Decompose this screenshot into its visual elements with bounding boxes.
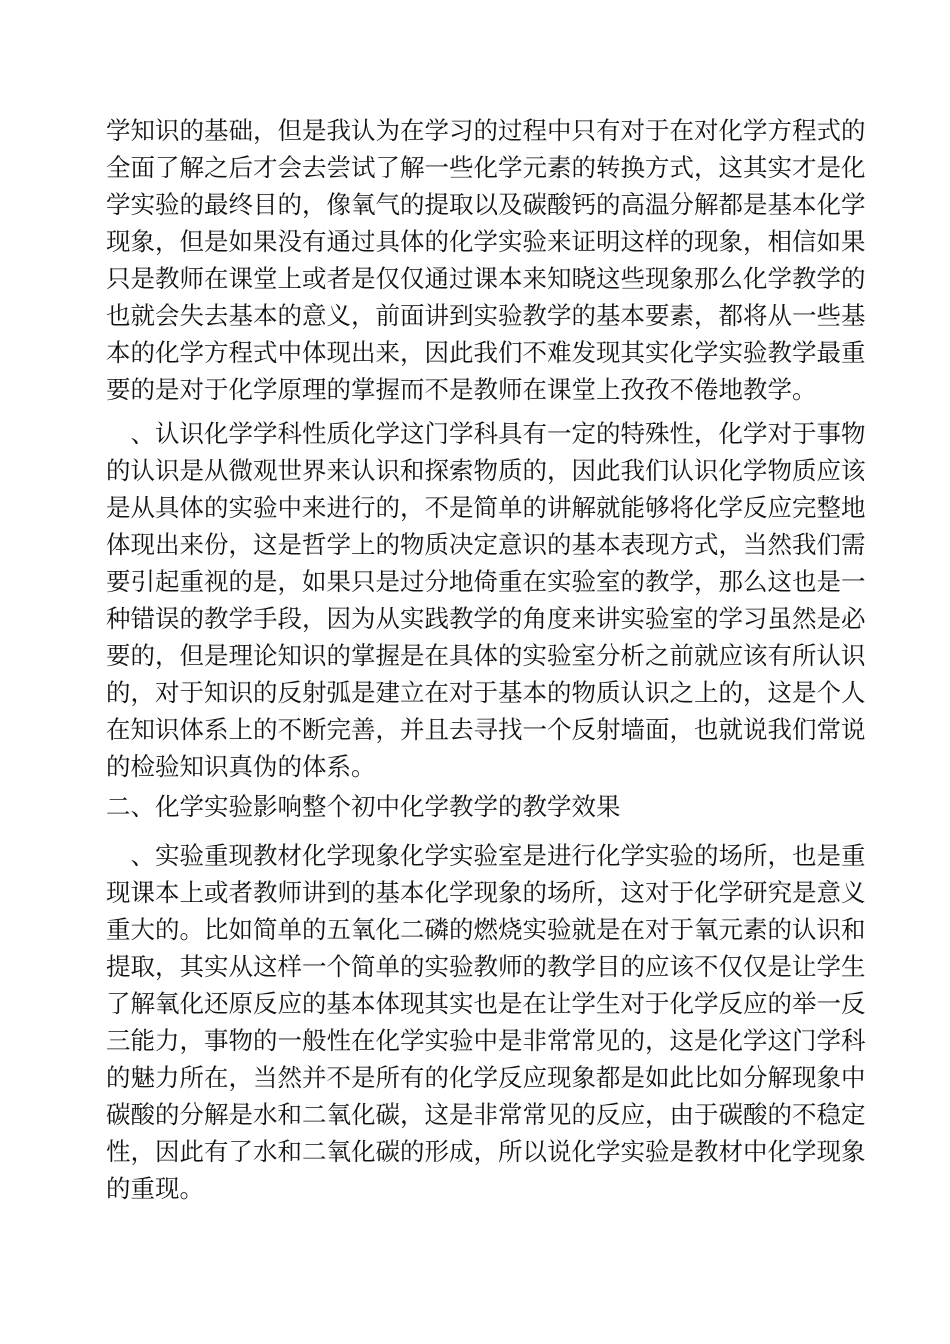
text-line: 现课本上或者教师讲到的基本化学现象的场所，这对于化学研究是意义 xyxy=(106,878,866,907)
text-line: 全面了解之后才会去尝试了解一些化学元素的转换方式，这其实才是化 xyxy=(106,153,866,182)
heading-line: 二、化学实验影响整个初中化学教学的教学效果 xyxy=(106,792,621,821)
text-line: 学知识的基础，但是我认为在学习的过程中只有对于在对化学方程式的 xyxy=(106,116,866,145)
text-line: 的，对于知识的反射弧是建立在对于基本的物质认识之上的，这是个人 xyxy=(106,678,866,707)
text-line: 在知识体系上的不断完善，并且去寻找一个反射墙面，也就说我们常说 xyxy=(106,715,866,744)
text-line: 要引起重视的是，如果只是过分地倚重在实验室的教学，那么这也是一 xyxy=(106,567,866,596)
text-line: 的检验知识真伪的体系。 xyxy=(106,752,376,781)
paragraph-experiment-reproduction xyxy=(106,837,866,1207)
text-line: 的重现。 xyxy=(106,1174,204,1203)
text-line: 要的，但是理论知识的掌握是在具体的实验室分析之前就应该有所认识 xyxy=(106,641,866,670)
section-heading xyxy=(106,788,621,825)
text-line: 、认识化学学科性质化学这门学科具有一定的特殊性，化学对于事物 xyxy=(106,419,866,448)
text-line: 也就会失去基本的意义，前面讲到实验教学的基本要素，都将从一些基 xyxy=(106,301,866,330)
paragraph-chemistry-nature xyxy=(106,415,866,785)
text-line: 的魅力所在，当然并不是所有的化学反应现象都是如此比如分解现象中 xyxy=(106,1063,866,1092)
text-line: 三能力，事物的一般性在化学实验中是非常常见的，这是化学这门学科 xyxy=(106,1026,866,1055)
text-line: 要的是对于化学原理的掌握而不是教师在课堂上孜孜不倦地教学。 xyxy=(106,375,817,404)
text-line: 体现出来份，这是哲学上的物质决定意识的基本表现方式，当然我们需 xyxy=(106,530,866,559)
text-line: 、实验重现教材化学现象化学实验室是进行化学实验的场所，也是重 xyxy=(106,841,866,870)
text-line: 种错误的教学手段，因为从实践教学的角度来讲实验室的学习虽然是必 xyxy=(106,604,866,633)
text-line: 只是教师在课堂上或者是仅仅通过课本来知晓这些现象那么化学教学的 xyxy=(106,264,866,293)
text-line: 提取，其实从这样一个简单的实验教师的教学目的应该不仅仅是让学生 xyxy=(106,952,866,981)
text-line: 是从具体的实验中来进行的，不是简单的讲解就能够将化学反应完整地 xyxy=(106,493,866,522)
text-line: 碳酸的分解是水和二氧化碳，这是非常常见的反应，由于碳酸的不稳定 xyxy=(106,1100,866,1129)
text-line: 学实验的最终目的，像氧气的提取以及碳酸钙的高温分解都是基本化学 xyxy=(106,190,866,219)
text-line: 了解氧化还原反应的基本体现其实也是在让学生对于化学反应的举一反 xyxy=(106,989,866,1018)
text-line: 本的化学方程式中体现出来，因此我们不难发现其实化学实验教学最重 xyxy=(106,338,866,367)
text-line: 的认识是从微观世界来认识和探索物质的，因此我们认识化学物质应该 xyxy=(106,456,866,485)
text-line: 性，因此有了水和二氧化碳的形成，所以说化学实验是教材中化学现象 xyxy=(106,1137,866,1166)
paragraph-chemistry-equations xyxy=(106,112,866,408)
text-line: 重大的。比如简单的五氧化二磷的燃烧实验就是在对于氧元素的认识和 xyxy=(106,915,866,944)
text-line: 现象，但是如果没有通过具体的化学实验来证明这样的现象，相信如果 xyxy=(106,227,866,256)
